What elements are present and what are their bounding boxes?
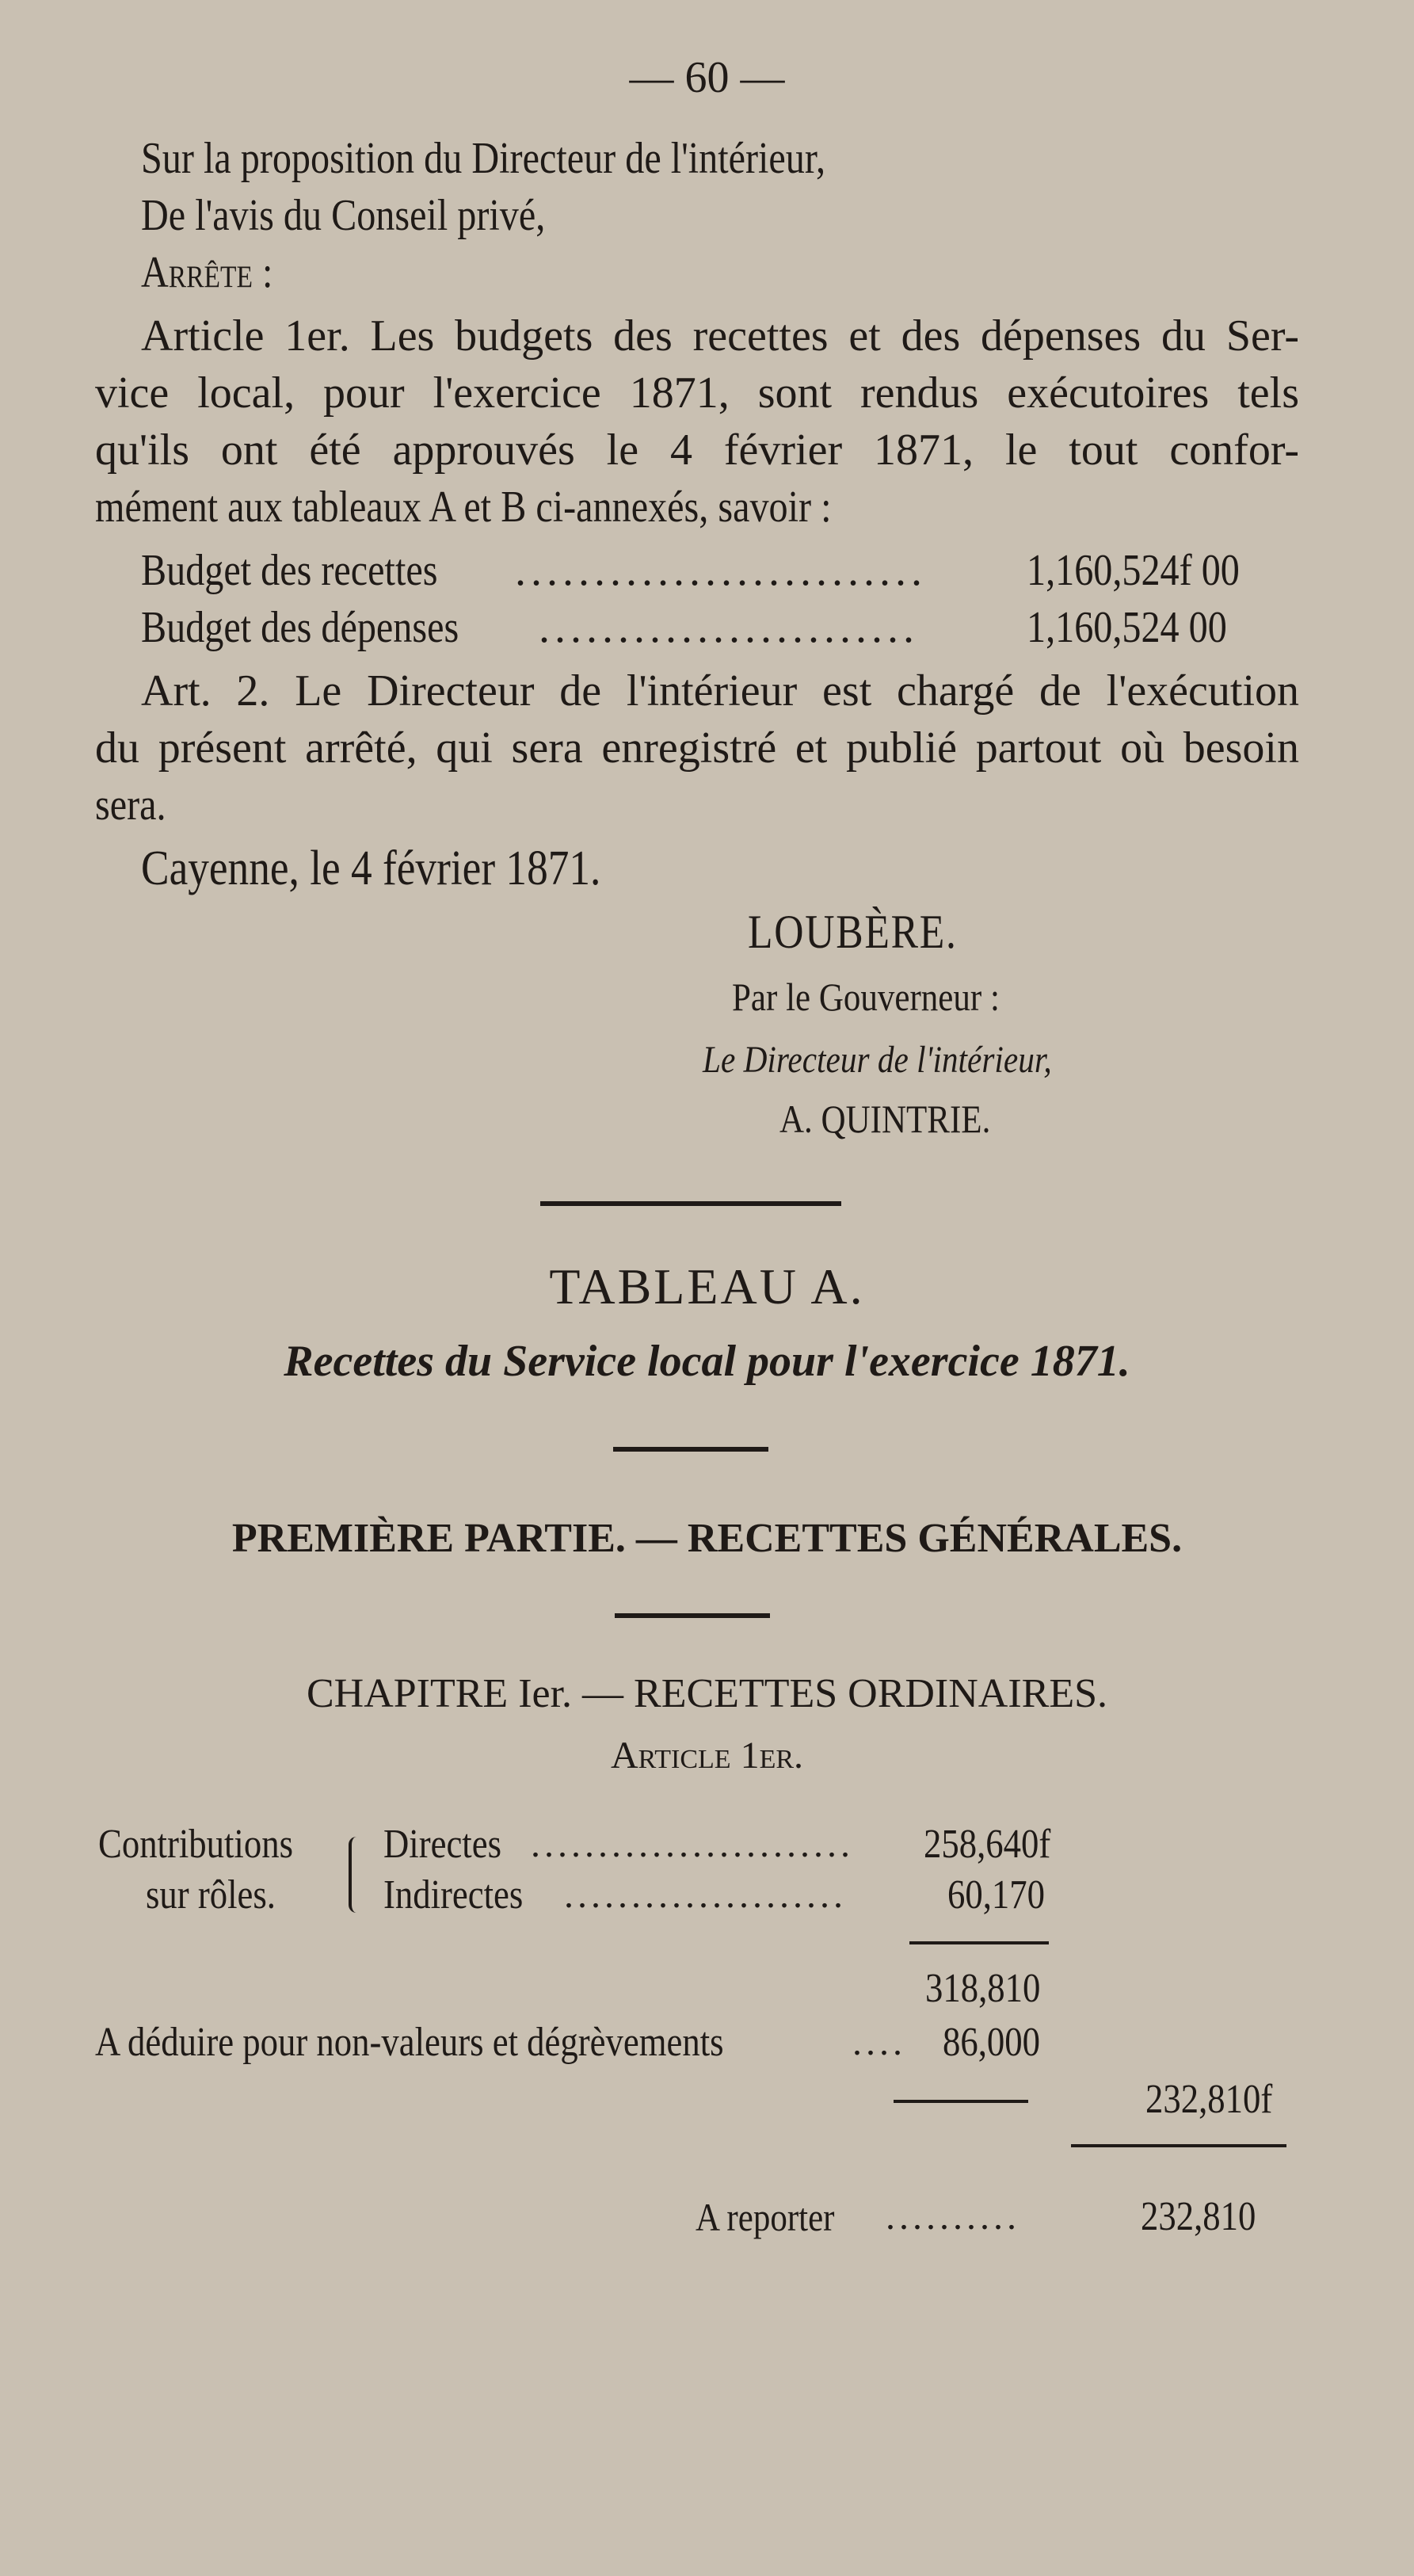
budget-recettes-leader: .......................... (515, 546, 927, 595)
indirectes-value: 60,170 (947, 1872, 1045, 1918)
chapter-article: Article 1er. (610, 1735, 804, 1776)
contributions-label-2: sur rôles. (146, 1872, 276, 1918)
tableau-title: TABLEAU A. (549, 1258, 865, 1315)
deduction-rule (894, 2100, 1028, 2103)
article2-line-2: du présent arrêté, qui sera enregistré et publié partout où besoin (95, 723, 1299, 773)
budget-recettes-label: Budget des recettes (141, 546, 438, 595)
budget-depenses-label: Budget des dépenses (141, 603, 459, 652)
contributions-brace (349, 1837, 363, 1913)
budget-depenses-value: 1,160,524 00 (1027, 603, 1227, 652)
by-governor: Par le Gouverneur : (732, 975, 1000, 1019)
article2-line-3: sera. (95, 780, 166, 830)
contributions-label-1: Contributions (98, 1822, 293, 1867)
subtotal-value: 318,810 (925, 1966, 1041, 2011)
deduction-leader: .... (852, 2021, 906, 2063)
intro-line-2: De l'avis du Conseil privé, (141, 191, 546, 240)
arrete-heading: Arrête : (141, 248, 273, 297)
net-value: 232,810f (1145, 2077, 1273, 2122)
article1-line-2: vice local, pour l'exercice 1871, sont rendus exécutoires tels (95, 368, 1299, 418)
tableau-subtitle: Recettes du Service local pour l'exercice 1871. (284, 1337, 1130, 1386)
report-leader: .......... (886, 2196, 1020, 2238)
intro-line-1: Sur la proposition du Directeur de l'intérieur, (141, 134, 826, 183)
governor-name: LOUBÈRE. (748, 906, 958, 958)
net-rule (1071, 2144, 1286, 2147)
place-date: Cayenne, le 4 février 1871. (141, 841, 601, 895)
directes-value: 258,640f (924, 1822, 1051, 1867)
article1-line-3: qu'ils ont été approuvés le 4 février 1871, le tout confor- (95, 426, 1299, 475)
director-role: Le Directeur de l'intérieur, (703, 1039, 1052, 1081)
directes-leader: ........................ (531, 1823, 854, 1865)
indirectes-label: Indirectes (383, 1872, 524, 1918)
article1-line-4: mément aux tableaux A et B ci-annexés, savoir : (95, 483, 832, 532)
article1-line-1: Article 1er. Les budgets des recettes et des dépenses du Ser- (141, 311, 1299, 361)
separator-rule-3 (615, 1613, 770, 1618)
report-label: A reporter (696, 2195, 835, 2239)
indirectes-leader: ..................... (564, 1874, 847, 1916)
subtotal-rule (909, 1941, 1049, 1944)
report-value: 232,810 (1141, 2194, 1256, 2239)
article2-line-1: Art. 2. Le Directeur de l'intérieur est chargé de l'exécution (141, 666, 1299, 716)
deduction-label: A déduire pour non-valeurs et dégrèvements (95, 2020, 724, 2065)
deduction-value: 86,000 (943, 2020, 1040, 2065)
budget-recettes-value: 1,160,524f 00 (1027, 546, 1240, 595)
director-name: A. QUINTRIE. (779, 1097, 991, 1141)
chapter-title: CHAPITRE Ier. — RECETTES ORDINAIRES. (306, 1671, 1108, 1716)
separator-rule-1 (540, 1201, 841, 1206)
separator-rule-2 (613, 1447, 768, 1452)
part-title: PREMIÈRE PARTIE. — RECETTES GÉNÉRALES. (231, 1516, 1183, 1561)
page-number: — 60 — (629, 53, 785, 102)
directes-label: Directes (383, 1822, 501, 1867)
budget-depenses-leader: ........................ (539, 603, 919, 652)
